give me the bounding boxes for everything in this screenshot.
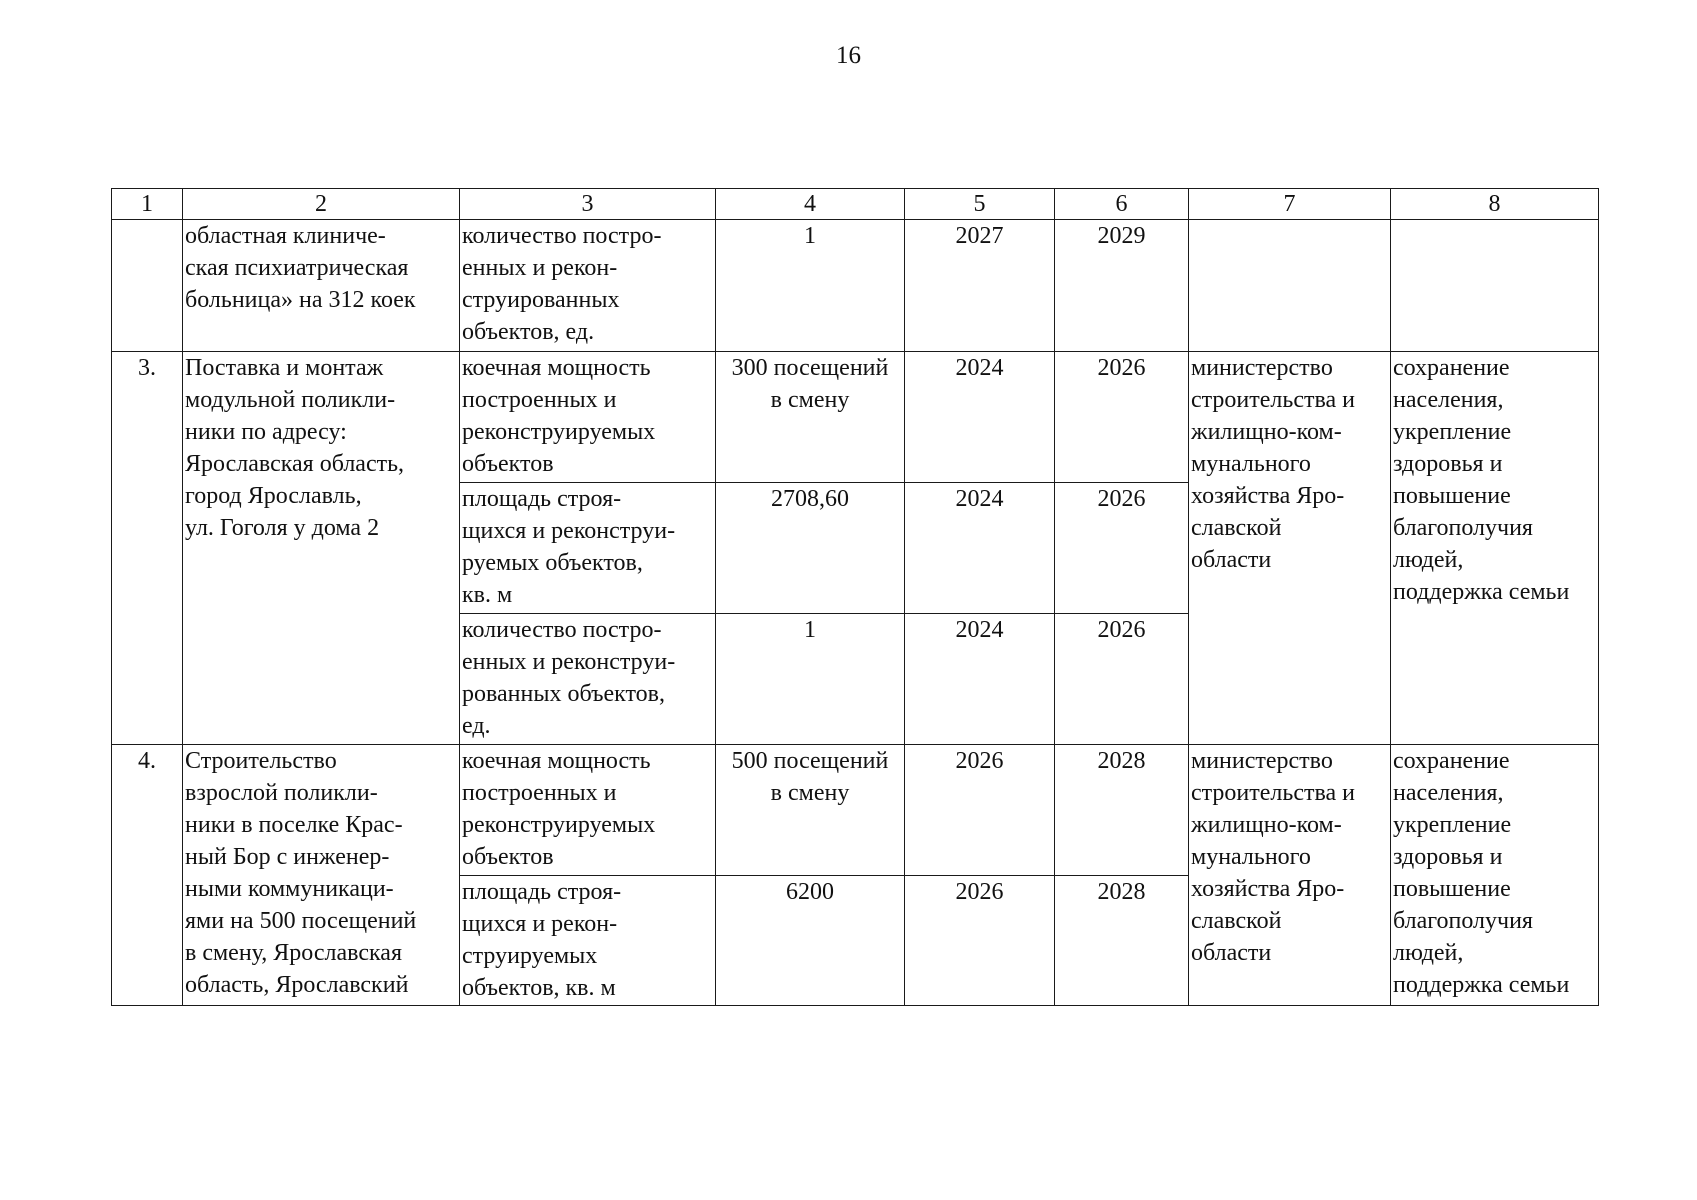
result-cell — [1391, 220, 1599, 352]
indicator-value-cell: 6200 — [716, 876, 905, 1006]
measures-table — [111, 188, 1599, 1006]
row-number-cell: 3. — [112, 352, 183, 745]
end-year-cell: 2026 — [1055, 614, 1189, 745]
column-header-5: 5 — [905, 189, 1055, 220]
end-year-cell: 2026 — [1055, 352, 1189, 483]
start-year-cell: 2027 — [905, 220, 1055, 352]
indicator-cell: количество постро- енных и рекон- струированных объектов, ед. — [460, 220, 716, 352]
header-row — [112, 189, 1599, 220]
column-header-6: 6 — [1055, 189, 1189, 220]
indicator-cell: площадь строя- щихся и рекон- струируемых объектов, кв. м — [460, 876, 716, 1006]
row-number-cell: 4. — [112, 745, 183, 1006]
start-year-cell: 2024 — [905, 614, 1055, 745]
indicator-value-cell: 2708,60 — [716, 483, 905, 614]
table-row — [112, 745, 1599, 876]
indicator-cell: площадь строя- щихся и реконструи- руемых объектов, кв. м — [460, 483, 716, 614]
indicator-cell: коечная мощность построенных и реконструируемых объектов — [460, 745, 716, 876]
indicator-cell: коечная мощность построенных и реконструируемых объектов — [460, 352, 716, 483]
executor-cell — [1189, 220, 1391, 352]
end-year-cell: 2029 — [1055, 220, 1189, 352]
indicator-cell: количество постро- енных и реконструи- рованных объектов, ед. — [460, 614, 716, 745]
end-year-cell: 2028 — [1055, 745, 1189, 876]
measure-name-cell: областная клиниче- ская психиатрическая больница» на 312 коек — [183, 220, 460, 352]
column-header-4: 4 — [716, 189, 905, 220]
start-year-cell: 2026 — [905, 745, 1055, 876]
result-cell: сохранение населения, укрепление здоровья и повышение благополучия людей, поддержка семьи — [1391, 745, 1599, 1006]
measure-name-cell: Строительство взрослой поликли- ники в поселке Крас- ный Бор с инженер- ными коммуникаци- ями на 500 посещений в смену, Ярославская область, Ярославский — [183, 745, 460, 1006]
indicator-value-cell: 500 посещений в смену — [716, 745, 905, 876]
indicator-value-cell: 1 — [716, 220, 905, 352]
table-row — [112, 220, 1599, 352]
column-header-7: 7 — [1189, 189, 1391, 220]
end-year-cell: 2026 — [1055, 483, 1189, 614]
column-header-2: 2 — [183, 189, 460, 220]
column-header-1: 1 — [112, 189, 183, 220]
measure-name-cell: Поставка и монтаж модульной поликли- ники по адресу: Ярославская область, город Ярославль, ул. Гоголя у дома 2 — [183, 352, 460, 745]
start-year-cell: 2024 — [905, 483, 1055, 614]
page-number: 16 — [836, 42, 861, 69]
indicator-value-cell: 1 — [716, 614, 905, 745]
start-year-cell: 2026 — [905, 876, 1055, 1006]
indicator-value-cell: 300 посещений в смену — [716, 352, 905, 483]
result-cell: сохранение населения, укрепление здоровья и повышение благополучия людей, поддержка семьи — [1391, 352, 1599, 745]
start-year-cell: 2024 — [905, 352, 1055, 483]
column-header-8: 8 — [1391, 189, 1599, 220]
table-row — [112, 352, 1599, 483]
executor-cell: министерство строительства и жилищно-ком- мунального хозяйства Яро- славской области — [1189, 745, 1391, 1006]
column-header-3: 3 — [460, 189, 716, 220]
end-year-cell: 2028 — [1055, 876, 1189, 1006]
executor-cell: министерство строительства и жилищно-ком- мунального хозяйства Яро- славской области — [1189, 352, 1391, 745]
row-number-cell — [112, 220, 183, 352]
